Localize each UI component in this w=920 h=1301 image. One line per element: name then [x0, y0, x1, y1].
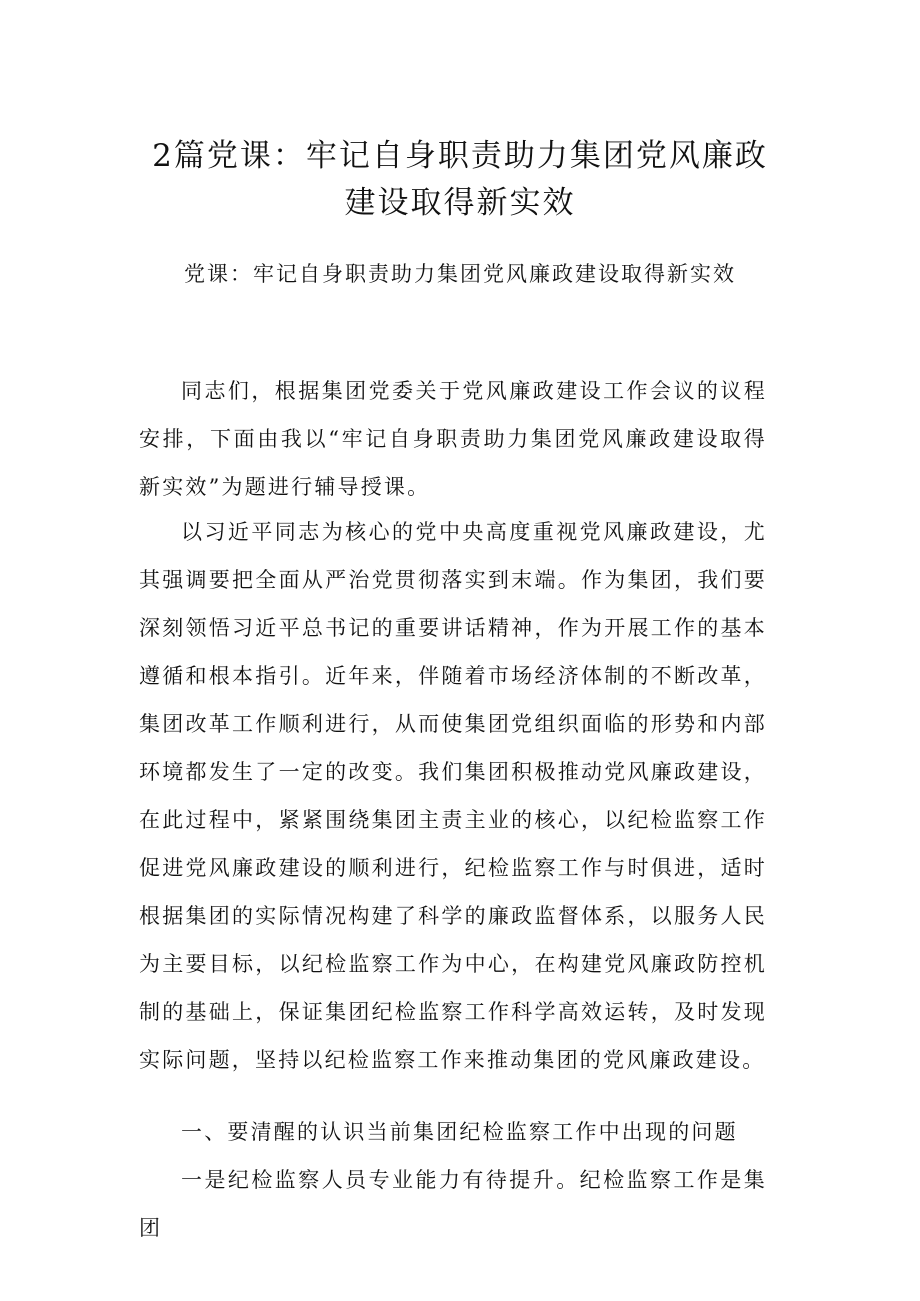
paragraph-intro: 同志们，根据集团党委关于党风廉政建设工作会议的议程安排，下面由我以“牢记自身职责助力集团党风廉政建设取得新实效”为题进行辅导授课。	[139, 379, 767, 499]
section-heading: 一、要清醒的认识当前集团纪检监察工作中出现的问题	[181, 1120, 738, 1144]
document-title: 2篇党课：牢记自身职责助力集团党风廉政建设取得新实效	[152, 138, 768, 221]
paragraph-background: 以习近平同志为核心的党中央高度重视党风廉政建设，尤其强调要把全面从严治党贯彻落实到末端。作为集团，我们要深刻领悟习近平总书记的重要讲话精神，作为开展工作的基本遵循和根本指引。近年来，伴随着市场经济体制的不断改革，集团改革工作顺利进行，从而使集团党组织面临的形势和内部环境都发生了一定的改变。我们集团积极推动党风廉政建设，在此过程中，紧紧围绕集团主责主业的核心，以纪检监察工作促进党风廉政建设的顺利进行，纪检监察工作与时俱进，适时根据集团的实际情况构建了科学的廉政监督体系，以服务人民为主要目标，以纪检监察工作为中心，在构建党风廉政防控机制的基础上，保证集团纪检监察工作科学高效运转，及时发现实际问题，坚持以纪检监察工作来推动集团的党风廉政建设。	[139, 520, 767, 1072]
document-subtitle: 党课：牢记自身职责助力集团党风廉政建设取得新实效	[184, 262, 736, 286]
section-paragraph: 一是纪检监察人员专业能力有待提升。纪检监察工作是集团	[139, 1168, 767, 1240]
